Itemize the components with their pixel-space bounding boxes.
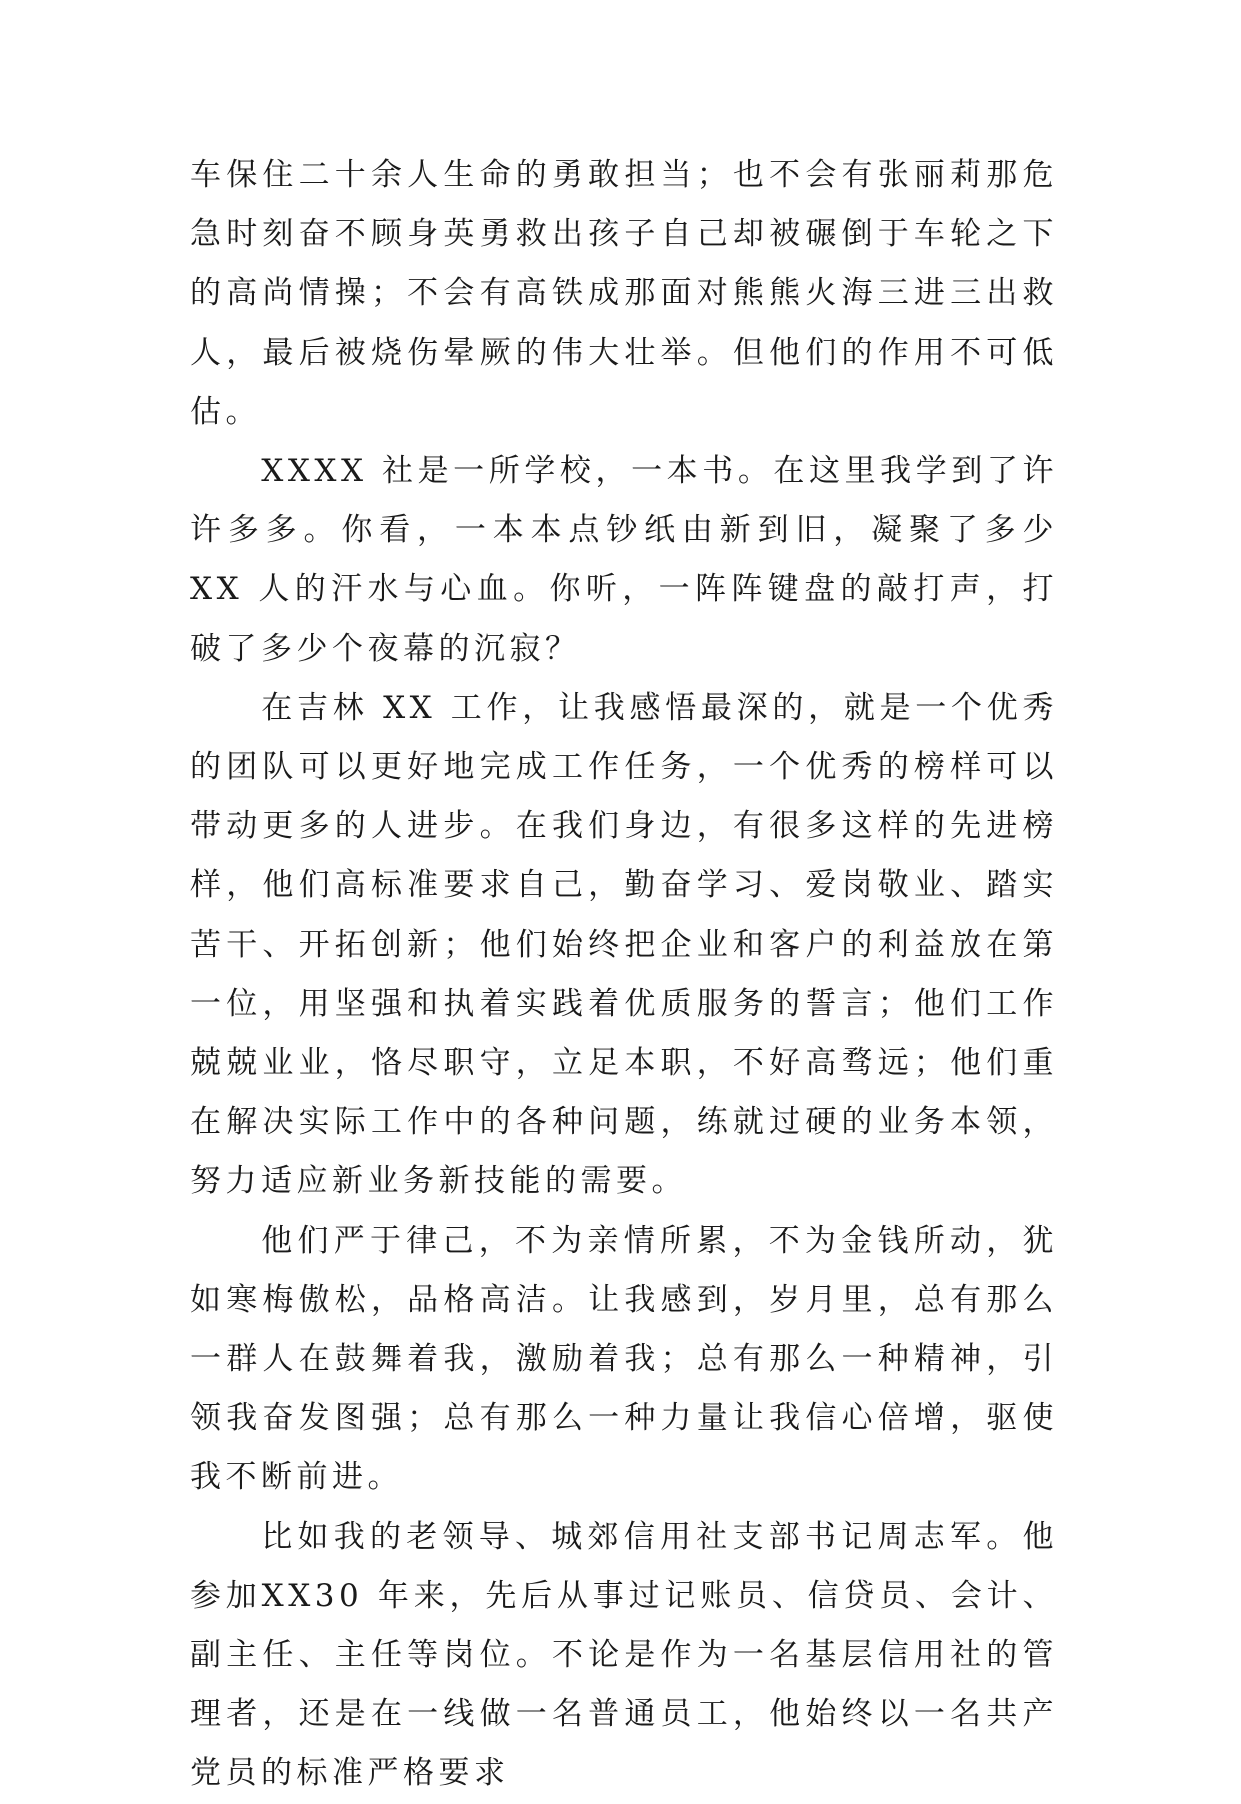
paragraph-1: 车保住二十余人生命的勇敢担当；也不会有张丽莉那危急时刻奋不顾身英勇救出孩子自己却被碾倒于车轮之下的高尚情操；不会有高铁成那面对熊熊火海三进三出救人，最后被烧伤晕厥的伟大壮举。但他们的作用不可低估。 bbox=[190, 157, 1058, 430]
paragraph-3: 在吉林 XX 工作，让我感悟最深的，就是一个优秀的团队可以更好地完成工作任务，一个优秀的榜样可以带动更多的人进步。在我们身边，有很多这样的先进榜样，他们高标准要求自己，勤奋学习、爱岗敬业、踏实苦干、开拓创新；他们始终把企业和客户的利益放在第一位，用坚强和执着实践着优质服务的誓言；他们工作兢兢业业，恪尽职守，立足本职，不好高骛远；他们重在解决实际工作中的各种问题，练就过硬的业务本领，努力适应新业务新技能的需要。 bbox=[190, 689, 1058, 1200]
paragraph-5: 比如我的老领导、城郊信用社支部书记周志军。他参加XX30 年来，先后从事过记账员、信贷员、会计、副主任、主任等岗位。不论是作为一名基层信用社的管理者，还是在一线做一名普通员工，他始终以一名共产党员的标准严格要求 bbox=[190, 1518, 1058, 1792]
paragraph-4: 他们严于律己，不为亲情所累，不为金钱所动，犹如寒梅傲松，品格高洁。让我感到，岁月里，总有那么一群人在鼓舞着我，激励着我；总有那么一种精神，引领我奋发图强；总有那么一种力量让我信心倍增，驱使我不断前进。 bbox=[190, 1222, 1058, 1496]
paragraph-2: XXXX 社是一所学校，一本书。在这里我学到了许许多多。你看，一本本点钞纸由新到旧，凝聚了多少 XX 人的汗水与心血。你听，一阵阵键盘的敲打声，打破了多少个夜幕的沉寂？ bbox=[190, 453, 1058, 667]
document-body bbox=[190, 146, 1058, 1804]
